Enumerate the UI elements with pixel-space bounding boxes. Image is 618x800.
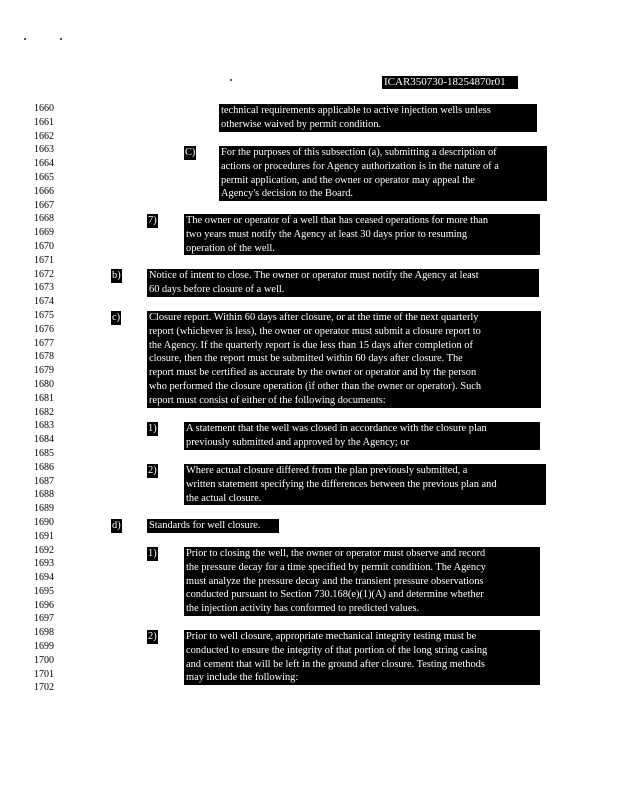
line-number: 1698 (34, 627, 54, 639)
line-number: 1685 (34, 447, 54, 459)
text-line: permit application, and the owner or operator may appeal the (221, 174, 475, 186)
text-line: otherwise waived by permit condition. (221, 118, 382, 130)
line-number: 1689 (34, 503, 54, 515)
item-label-c1: 1) (148, 423, 157, 434)
text-line: A statement that the well was closed in accordance with the closure plan (186, 423, 487, 434)
text-line: closure, then the report must be submitted within 60 days after closure. The (149, 353, 463, 365)
text-line: must analyze the pressure decay and the transient pressure observations (186, 575, 484, 587)
line-number: 1678 (34, 351, 54, 363)
text-line: operation of the well. (186, 242, 275, 254)
text-line: written statement specifying the differences between the previous plan and (186, 478, 497, 490)
line-number: 1691 (34, 530, 54, 542)
text-line: Notice of intent to close. The owner or operator must notify the Agency at least (149, 270, 479, 281)
document-id-header: ICAR350730-18254870r01 (382, 76, 518, 89)
line-number: 1665 (34, 171, 54, 183)
line-number: 1667 (34, 199, 54, 211)
text-line: the pressure decay for a time specified by permit condition. The Agency (186, 561, 486, 573)
line-number: 1677 (34, 337, 54, 349)
line-number: 1680 (34, 378, 54, 390)
line-number: 1702 (34, 682, 54, 694)
line-number: 1701 (34, 668, 54, 680)
line-number: 1695 (34, 585, 54, 597)
line-number: 1662 (34, 130, 54, 142)
line-number: 1684 (34, 434, 54, 446)
text-line: Where actual closure differed from the plan previously submitted, a (186, 465, 468, 476)
line-number: 1674 (34, 296, 54, 308)
line-number: 1670 (34, 240, 54, 252)
text-line: may include the following: (186, 672, 299, 684)
text-line: conducted to ensure the integrity of that portion of the long string casing (186, 644, 488, 656)
paragraph-d1 (184, 547, 540, 616)
line-number: 1692 (34, 544, 54, 556)
line-number: 1664 (34, 158, 54, 170)
paragraph-c (147, 311, 541, 408)
paragraph-d (147, 519, 279, 533)
line-number-gutter (34, 102, 56, 695)
text-line: and cement that will be left in the ground after closure. Testing methods (186, 658, 485, 670)
scan-speck (60, 38, 62, 40)
paragraph-d2 (184, 630, 540, 685)
text-line: For the purposes of this subsection (a), submitting a description of (221, 147, 497, 158)
scan-speck (230, 79, 232, 81)
text-line: previously submitted and approved by the Agency; or (186, 436, 410, 448)
text-line: report must consist of either of the following documents: (149, 394, 386, 406)
line-number: 1699 (34, 641, 54, 653)
text-line: 60 days before closure of a well. (149, 283, 285, 295)
text-line: technical requirements applicable to active injection wells unless (221, 105, 491, 116)
paragraph-a6-continuation (219, 104, 537, 132)
text-line: Prior to well closure, appropriate mechanical integrity testing must be (186, 631, 477, 642)
line-number: 1687 (34, 475, 54, 487)
line-number: 1676 (34, 323, 54, 335)
line-number: 1690 (34, 516, 54, 528)
item-label-d: d) (112, 520, 121, 531)
item-label-c: c) (112, 312, 121, 323)
line-number: 1696 (34, 599, 54, 611)
line-number: 1694 (34, 572, 54, 584)
line-number: 1697 (34, 613, 54, 625)
paragraph-c1 (184, 422, 540, 450)
item-label-b: b) (112, 270, 121, 281)
line-number: 1668 (34, 213, 54, 225)
line-number: 1700 (34, 654, 54, 666)
text-line: who performed the closure operation (if other than the owner or operator). Such (149, 380, 482, 392)
line-number: 1679 (34, 365, 54, 377)
text-line: Standards for well closure. (149, 520, 261, 531)
item-label-c2: 2) (148, 465, 157, 476)
text-line: report (whichever is less), the owner or operator must submit a closure report to (149, 325, 481, 337)
scan-speck (24, 38, 26, 40)
text-line: Closure report. Within 60 days after closure, or at the time of the next quarterly (149, 312, 479, 323)
line-number: 1675 (34, 309, 54, 321)
item-label-7: 7) (148, 215, 157, 226)
line-number: 1681 (34, 392, 54, 404)
line-number: 1682 (34, 406, 54, 418)
paragraph-C (219, 146, 547, 201)
line-number: 1686 (34, 461, 54, 473)
text-line: conducted pursuant to Section 730.168(e)(1)(A) and determine whether (186, 589, 484, 601)
text-line: the actual closure. (186, 492, 262, 504)
text-line: Prior to closing the well, the owner or operator must observe and record (186, 548, 486, 559)
line-number: 1669 (34, 227, 54, 239)
text-line: report must be certified as accurate by the owner or operator and by the person (149, 367, 477, 379)
item-label-d1: 1) (148, 548, 157, 559)
line-number: 1660 (34, 103, 54, 114)
paragraph-b (147, 269, 539, 297)
line-number: 1671 (34, 254, 54, 266)
line-number: 1661 (34, 116, 54, 128)
line-number: 1683 (34, 420, 54, 432)
text-line: two years must notify the Agency at least 30 days prior to resuming (186, 228, 468, 240)
item-label-d2: 2) (148, 631, 157, 642)
text-line: the injection activity has conformed to predicted values. (186, 603, 420, 615)
line-number: 1673 (34, 282, 54, 294)
line-number: 1672 (34, 268, 54, 280)
line-number: 1693 (34, 558, 54, 570)
text-line: actions or procedures for Agency authorization is in the nature of a (221, 160, 499, 172)
line-number: 1663 (34, 144, 54, 156)
text-line: Agency's decision to the Board. (221, 188, 354, 200)
line-number: 1688 (34, 489, 54, 501)
paragraph-7 (184, 214, 540, 255)
text-line: the Agency. If the quarterly report is due less than 15 days after completion of (149, 339, 473, 351)
paragraph-c2 (184, 464, 546, 505)
line-number: 1666 (34, 185, 54, 197)
text-line: The owner or operator of a well that has ceased operations for more than (186, 215, 489, 226)
item-label-C: C) (185, 147, 196, 158)
